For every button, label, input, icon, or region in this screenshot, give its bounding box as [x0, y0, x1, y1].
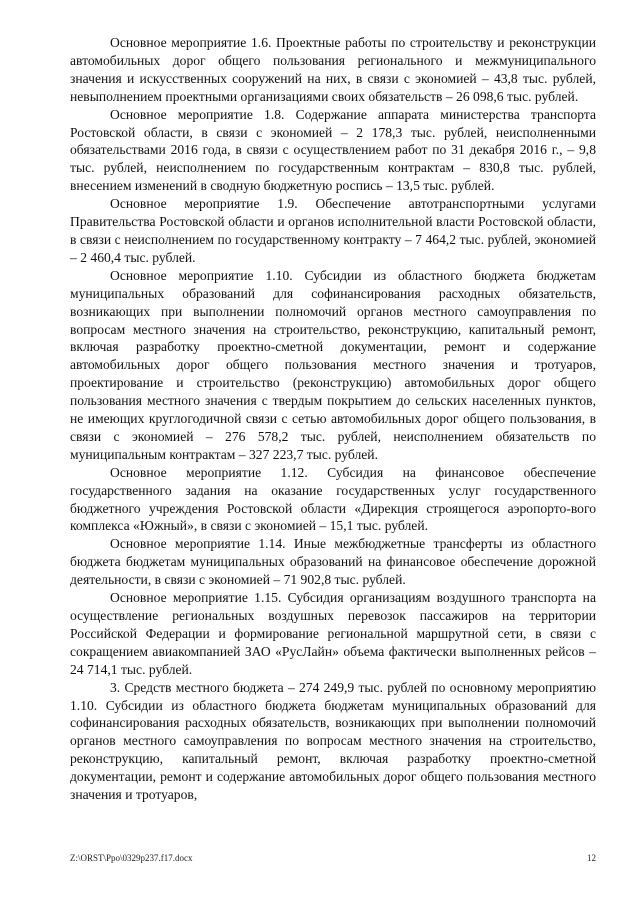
paragraph-local-budget: 3. Средств местного бюджета – 274 249,9 тыс. рублей по основному мероприятию 1.10. Субсидии из областного бюджета бюджетам муниципальных образований для софинансирования расходных обязательств, возникающих при выполнении полномочий органов местного самоуправления по вопросам местного значения на строительство, реконструкцию, капитальный ремонт, включая разработку проектно-сметной документации, ремонт и содержание автомобильных дорог общего пользования местного значения и тротуаров, [70, 679, 596, 803]
paragraph-measure-1-14: Основное мероприятие 1.14. Иные межбюджетные трансферты из областного бюджета бюджетам муниципальных образований на финансовое обеспечение дорожной деятельности, в связи с экономией – 71 902,8 тыс. рублей. [70, 536, 596, 588]
paragraph-measure-1-15: Основное мероприятие 1.15. Субсидия организациям воздушного транспорта на осуществление региональных воздушных перевозок пассажиров на территории Российской Федерации и формирование региональной маршрутной сети, в связи с сокращением авиакомпанией ЗАО «РусЛайн» объема фактически выполненных рейсов – 24 714,1 тыс. рублей. [70, 590, 596, 677]
document-body [70, 34, 596, 804]
paragraph-measure-1-10: Основное мероприятие 1.10. Субсидии из областного бюджета бюджетам муниципальных образований для софинансирования расходных обязательств, возникающих при выполнении полномочий органов местного самоуправления по вопросам местного значения на строительство, реконструкцию, капитальный ремонт, включая разработку проектно-сметной документации, ремонт и содержание автомобильных дорог общего пользования местного значения и тротуаров, проектирование и строительство (реконструкцию) автомобильных дорог общего пользования местного значения с твердым покрытием до сельских населенных пунктов, не имеющих круглогодичной связи с сетью автомобильных дорог общего пользования, в связи с экономией – 276 578,2 тыс. рублей, неисполнением обязательств по муниципальным контрактам – 327 223,7 тыс. рублей. [70, 267, 596, 462]
paragraph-measure-1-12: Основное мероприятие 1.12. Субсидия на финансовое обеспечение государственного задания на оказание государственных услуг государственного бюджетного учреждения Ростовской области «Дирекция строящегося аэропорто-вого комплекса «Южный», в связи с экономией – 15,1 тыс. рублей. [70, 464, 596, 534]
footer-page-number: 12 [587, 853, 596, 863]
paragraph-measure-1-6: Основное мероприятие 1.6. Проектные работы по строительству и реконструкции автомобильных дорог общего пользования регионального и межмуниципального значения и искусственных сооружений на них, в связи с экономией – 43,8 тыс. рублей, невыполнением проектными организациями своих обязательств – 26 098,6 тыс. рублей. [70, 35, 596, 104]
paragraph-measure-1-8: Основное мероприятие 1.8. Содержание аппарата министерства транспорта Ростовской области, в связи с экономией – 2 178,3 тыс. рублей, неисполненными обязательствами 2016 года, в связи с осуществлением работ по 31 декабря 2016 г., – 9,8 тыс. рублей, неисполнением по государственным контрактам – 830,8 тыс. рублей, внесением изменений в сводную бюджетную роспись – 13,5 тыс. рублей. [70, 106, 596, 194]
paragraph-measure-1-9: Основное мероприятие 1.9. Обеспечение автотранспортными услугами Правительства Ростовской области и органов исполнительной власти Ростовской области, в связи с неисполнением по государственному контракту – 7 464,2 тыс. рублей, экономией – 2 460,4 тыс. рублей. [70, 196, 596, 265]
footer-file-path: Z:\ORST\Ppo\0329p237.f17.docx [70, 853, 193, 863]
